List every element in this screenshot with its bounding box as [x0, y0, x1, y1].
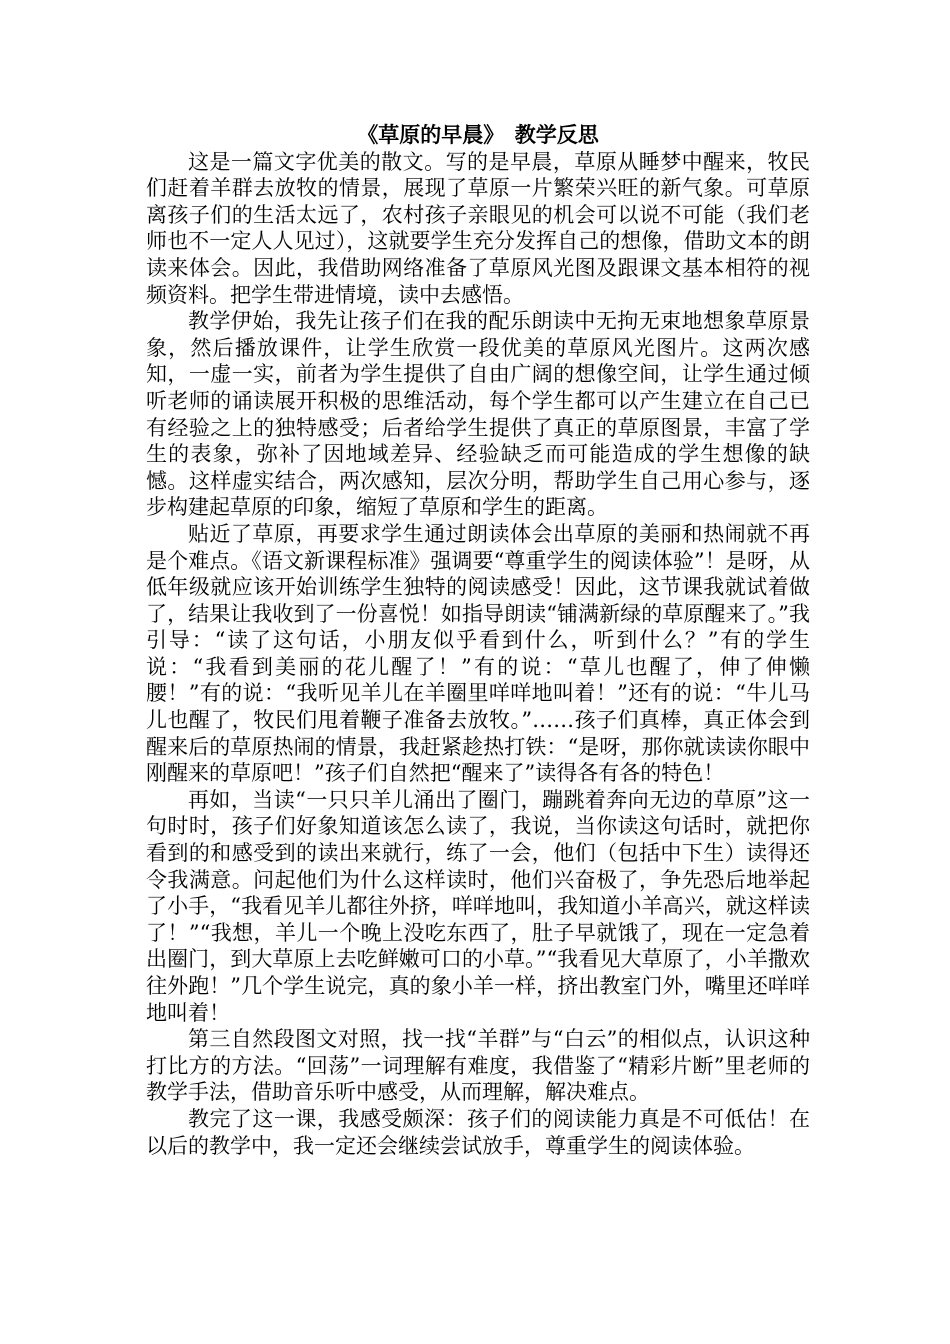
- document-body: [146, 122, 810, 1159]
- paragraph-5: 第三自然段图文对照，找一找“羊群”与“白云”的相似点，认识这种打比方的方法。“回荡”一词理解有难度，我借鉴了“精彩片断”里老师的教学手法，借助音乐听中感受，从而理解，解决难点。: [146, 1027, 810, 1105]
- paragraph-3: 贴近了草原，再要求学生通过朗读体会出草原的美丽和热闹就不再是个难点。《语文新课程标准》强调要“尊重学生的阅读体验”！是呀，从低年级就应该开始训练学生独特的阅读感受！因此，这节课我就试着做了，结果让我收到了一份喜悦！如指导朗读“铺满新绿的草原醒来了。”我引导：“读了这句话，小朋友似乎看到什么，听到什么？”有的学生说：“我看到美丽的花儿醒了！”有的说：“草儿也醒了，伸了伸懒腰！”有的说：“我听见羊儿在羊圈里咩咩地叫着！”还有的说：“牛儿马儿也醒了，牧民们甩着鞭子准备去放牧。”……孩子们真棒，真正体会到醒来后的草原热闹的情景，我赶紧趁热打铁：“是呀，那你就读读你眼中刚醒来的草原吧！”孩子们自然把“醒来了”读得各有各的特色！: [146, 521, 810, 786]
- document-title: 《草原的早晨》 教学反思: [357, 122, 599, 147]
- paragraph-4: 再如，当读“一只只羊儿涌出了圈门，蹦跳着奔向无边的草原”这一句时时，孩子们好象知道该怎么读了，我说，当你读这句话时，就把你看到的和感受到的读出来就行，练了一会，他们（包括中下生）读得还令我满意。问起他们为什么这样读时，他们兴奋极了，争先恐后地举起了小手，“我看见羊儿都往外挤，咩咩地叫，我知道小羊高兴，就这样读了！”“我想，羊儿一个晚上没吃东西了，肚子早就饿了，现在一定急着出圈门，到大草原上去吃鲜嫩可口的小草。”“我看见大草原了，小羊撒欢往外跑！”几个学生说完，真的象小羊一样，挤出教室门外，嘴里还咩咩地叫着！: [146, 787, 810, 1025]
- paragraph-2: 教学伊始，我先让孩子们在我的配乐朗读中无拘无束地想象草原景象，然后播放课件，让学生欣赏一段优美的草原风光图片。这两次感知，一虚一实，前者为学生提供了自由广阔的想像空间，让学生通过倾听老师的诵读展开积极的思维活动，每个学生都可以产生建立在自己已有经验之上的独特感受；后者给学生提供了真正的草原图景，丰富了学生的表象，弥补了因地域差异、经验缺乏而可能造成的学生想像的缺憾。这样虚实结合，两次感知，层次分明，帮助学生自己用心参与，逐步构建起草原的印象，缩短了草原和学生的距离。: [146, 309, 810, 520]
- paragraph-6: 教完了这一课，我感受颇深：孩子们的阅读能力真是不可低估！在以后的教学中，我一定还会继续尝试放手，尊重学生的阅读体验。: [146, 1106, 810, 1158]
- paragraph-1: 这是一篇文字优美的散文。写的是早晨，草原从睡梦中醒来，牧民们赶着羊群去放牧的情景，展现了草原一片繁荣兴旺的新气象。可草原离孩子们的生活太远了，农村孩子亲眼见的机会可以说不可能（我们老师也不一定人人见过），这就要学生充分发挥自己的想像，借助文本的朗读来体会。因此，我借助网络准备了草原风光图及跟课文基本相符的视频资料。把学生带进情境，读中去感悟。: [146, 149, 810, 307]
